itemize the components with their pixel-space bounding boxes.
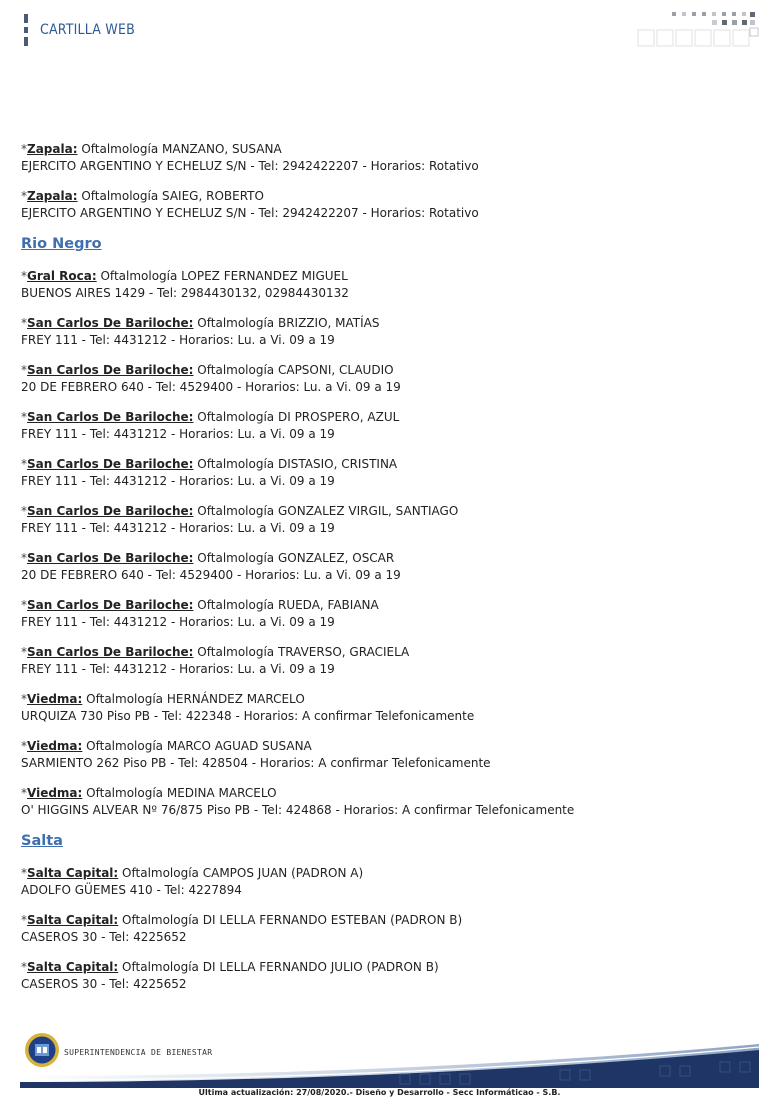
- bullet-asterisk: *: [21, 363, 27, 377]
- bullet-asterisk: *: [21, 551, 27, 565]
- entry-address: FREY 111 - Tel: 4431212 - Horarios: Lu. a Vi. 09 a 19: [21, 615, 335, 629]
- provider-entry: [21, 691, 741, 725]
- entry-city-link[interactable]: Salta Capital:: [27, 866, 119, 880]
- bullet-asterisk: *: [21, 316, 27, 330]
- provider-entry: [21, 738, 741, 772]
- entry-service: Oftalmología LOPEZ FERNANDEZ MIGUEL: [100, 269, 348, 283]
- entry-address: EJERCITO ARGENTINO Y ECHELUZ S/N - Tel: 2942422207 - Horarios: Rotativo: [21, 206, 479, 220]
- entry-city-link[interactable]: Salta Capital:: [27, 960, 119, 974]
- provider-entry: [21, 188, 741, 222]
- bullet-asterisk: *: [21, 786, 27, 800]
- entry-service: Oftalmología MANZANO, SUSANA: [81, 142, 282, 156]
- provider-entry: [21, 912, 741, 946]
- entry-city-link[interactable]: Zapala:: [27, 142, 78, 156]
- bullet-asterisk: *: [21, 598, 27, 612]
- provider-entry: [21, 550, 741, 584]
- entry-address: CASEROS 30 - Tel: 4225652: [21, 977, 187, 991]
- entry-address: FREY 111 - Tel: 4431212 - Horarios: Lu. a Vi. 09 a 19: [21, 427, 335, 441]
- entry-service: Oftalmología DI PROSPERO, AZUL: [197, 410, 400, 424]
- entry-city-link[interactable]: San Carlos De Bariloche:: [27, 645, 194, 659]
- entry-address: FREY 111 - Tel: 4431212 - Horarios: Lu. a Vi. 09 a 19: [21, 474, 335, 488]
- entry-service: Oftalmología DI LELLA FERNANDO JULIO (PADRON B): [122, 960, 439, 974]
- provider-entry: [21, 644, 741, 678]
- entry-city-link[interactable]: Zapala:: [27, 189, 78, 203]
- listing-content: [21, 141, 741, 1006]
- entry-address: URQUIZA 730 Piso PB - Tel: 422348 - Horarios: A confirmar Telefonicamente: [21, 709, 475, 723]
- entry-address: 20 DE FEBRERO 640 - Tel: 4529400 - Horarios: Lu. a Vi. 09 a 19: [21, 568, 401, 582]
- bullet-asterisk: *: [21, 913, 27, 927]
- province-heading[interactable]: Salta: [21, 833, 63, 849]
- page-header: [0, 0, 759, 60]
- seal-logo: [24, 1032, 60, 1068]
- entry-city-link[interactable]: Gral Roca:: [27, 269, 97, 283]
- entry-address: ADOLFO GÜEMES 410 - Tel: 4227894: [21, 883, 242, 897]
- entry-city-link[interactable]: San Carlos De Bariloche:: [27, 457, 194, 471]
- entry-address: FREY 111 - Tel: 4431212 - Horarios: Lu. a Vi. 09 a 19: [21, 521, 335, 535]
- bullet-asterisk: *: [21, 504, 27, 518]
- provider-entry: [21, 268, 741, 302]
- provider-entry: [21, 865, 741, 899]
- entry-city-link[interactable]: Salta Capital:: [27, 913, 119, 927]
- provider-entry: [21, 959, 741, 993]
- provider-entry: [21, 315, 741, 349]
- entry-service: Oftalmología MEDINA MARCELO: [86, 786, 277, 800]
- entry-city-link[interactable]: Viedma:: [27, 739, 83, 753]
- footer-org-name: SUPERINTENDENCIA DE BIENESTAR: [64, 1048, 213, 1057]
- entry-address: CASEROS 30 - Tel: 4225652: [21, 930, 187, 944]
- provider-entry: [21, 597, 741, 631]
- header-mosaic-icon: [636, 10, 759, 50]
- entry-city-link[interactable]: San Carlos De Bariloche:: [27, 410, 194, 424]
- bullet-asterisk: *: [21, 739, 27, 753]
- header-bar-icon: [24, 14, 28, 46]
- bullet-asterisk: *: [21, 960, 27, 974]
- entry-service: Oftalmología SAIEG, ROBERTO: [81, 189, 264, 203]
- entry-service: Oftalmología DI LELLA FERNANDO ESTEBAN (PADRON B): [122, 913, 463, 927]
- entry-address: O' HIGGINS ALVEAR Nº 76/875 Piso PB - Tel: 424868 - Horarios: A confirmar Telefonicamente: [21, 803, 575, 817]
- entry-address: FREY 111 - Tel: 4431212 - Horarios: Lu. a Vi. 09 a 19: [21, 333, 335, 347]
- province-heading[interactable]: Rio Negro: [21, 236, 102, 252]
- header-title: CARTILLA WEB: [40, 22, 135, 38]
- entry-address: SARMIENTO 262 Piso PB - Tel: 428504 - Horarios: A confirmar Telefonicamente: [21, 756, 491, 770]
- entry-city-link[interactable]: San Carlos De Bariloche:: [27, 316, 194, 330]
- entry-city-link[interactable]: San Carlos De Bariloche:: [27, 504, 194, 518]
- entry-service: Oftalmología CAMPOS JUAN (PADRON A): [122, 866, 364, 880]
- entry-city-link[interactable]: San Carlos De Bariloche:: [27, 598, 194, 612]
- entry-service: Oftalmología DISTASIO, CRISTINA: [197, 457, 398, 471]
- page-footer: [0, 1030, 759, 1101]
- entry-address: BUENOS AIRES 1429 - Tel: 2984430132, 02984430132: [21, 286, 349, 300]
- entry-service: Oftalmología TRAVERSO, GRACIELA: [197, 645, 410, 659]
- entry-service: Oftalmología HERNÁNDEZ MARCELO: [86, 692, 305, 706]
- entry-service: Oftalmología MARCO AGUAD SUSANA: [86, 739, 312, 753]
- entry-service: Oftalmología BRIZZIO, MATÍAS: [197, 316, 380, 330]
- bullet-asterisk: *: [21, 866, 27, 880]
- entry-address: 20 DE FEBRERO 640 - Tel: 4529400 - Horarios: Lu. a Vi. 09 a 19: [21, 380, 401, 394]
- provider-entry: [21, 141, 741, 175]
- bullet-asterisk: *: [21, 457, 27, 471]
- entry-city-link[interactable]: San Carlos De Bariloche:: [27, 551, 194, 565]
- bullet-asterisk: *: [21, 692, 27, 706]
- entry-city-link[interactable]: Viedma:: [27, 692, 83, 706]
- entry-city-link[interactable]: Viedma:: [27, 786, 83, 800]
- provider-entry: [21, 409, 741, 443]
- entry-service: Oftalmología GONZALEZ, OSCAR: [197, 551, 395, 565]
- footer-wave-band: [20, 1036, 759, 1088]
- footer-update-note: Ultima actualización: 27/08/2020.- Diseño y Desarrollo - Secc Informáticao - S.B.: [198, 1088, 561, 1097]
- bullet-asterisk: *: [21, 410, 27, 424]
- provider-entry: [21, 503, 741, 537]
- provider-entry: [21, 362, 741, 396]
- entry-address: FREY 111 - Tel: 4431212 - Horarios: Lu. a Vi. 09 a 19: [21, 662, 335, 676]
- provider-entry: [21, 785, 741, 819]
- bullet-asterisk: *: [21, 269, 27, 283]
- entry-service: Oftalmología GONZALEZ VIRGIL, SANTIAGO: [197, 504, 459, 518]
- entry-city-link[interactable]: San Carlos De Bariloche:: [27, 363, 194, 377]
- bullet-asterisk: *: [21, 142, 27, 156]
- provider-entry: [21, 456, 741, 490]
- bullet-asterisk: *: [21, 189, 27, 203]
- entry-service: Oftalmología CAPSONI, CLAUDIO: [197, 363, 394, 377]
- entry-service: Oftalmología RUEDA, FABIANA: [197, 598, 379, 612]
- bullet-asterisk: *: [21, 645, 27, 659]
- entry-address: EJERCITO ARGENTINO Y ECHELUZ S/N - Tel: 2942422207 - Horarios: Rotativo: [21, 159, 479, 173]
